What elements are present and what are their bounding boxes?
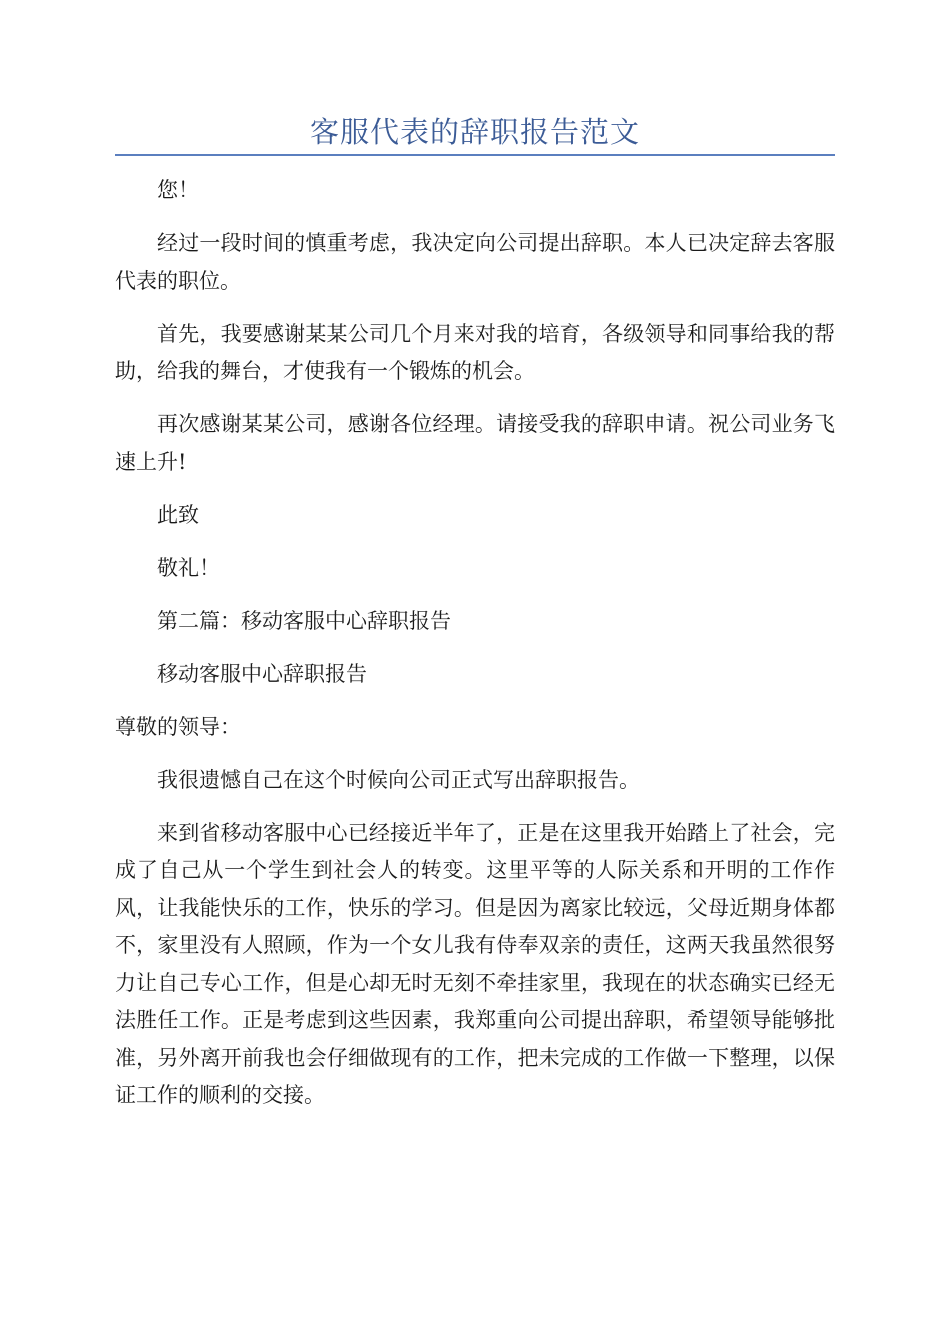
document-title: 客服代表的辞职报告范文 bbox=[309, 115, 640, 149]
body-paragraph: 首先，我要感谢某某公司几个月来对我的培育，各级领导和同事给我的帮助，给我的舞台，才使我有一个锻炼的机会。 bbox=[115, 321, 835, 383]
body-paragraph: 再次感谢某某公司，感谢各位经理。请接受我的辞职申请。祝公司业务飞速上升! bbox=[115, 412, 835, 474]
section-subheading: 移动客服中心辞职报告 bbox=[157, 661, 367, 686]
closing-paragraph: 此致 bbox=[157, 502, 199, 527]
section-heading: 第二篇：移动客服中心辞职报告 bbox=[157, 608, 451, 633]
body-paragraph: 来到省移动客服中心已经接近半年了，正是在这里我开始踏上了社会，完成了自己从一个学生到社会人的转变。这里平等的人际关系和开明的工作作风，让我能快乐的工作，快乐的学习。但是因为离家比较远，父母近期身体都不，家里没有人照顾，作为一个女儿我有侍奉双亲的责任，这两天我虽然很努力让自己专心工作，但是心却无时无刻不牵挂家里，我现在的状态确实已经无法胜任工作。正是考虑到这些因素，我郑重向公司提出辞职，希望领导能够批准，另外离开前我也会仔细做现有的工作，把未完成的工作做一下整理，以保证工作的顺利的交接。 bbox=[115, 820, 835, 1107]
salutation-paragraph: 尊敬的领导： bbox=[115, 714, 241, 739]
closing-paragraph: 敬礼！ bbox=[157, 555, 220, 580]
body-paragraph: 我很遗憾自己在这个时候向公司正式写出辞职报告。 bbox=[157, 767, 640, 792]
salutation-paragraph: 您！ bbox=[157, 178, 199, 202]
title-underline bbox=[115, 154, 835, 156]
body-paragraph: 经过一段时间的慎重考虑，我决定向公司提出辞职。本人已决定辞去客服代表的职位。 bbox=[115, 231, 835, 293]
document-body bbox=[115, 172, 835, 1130]
